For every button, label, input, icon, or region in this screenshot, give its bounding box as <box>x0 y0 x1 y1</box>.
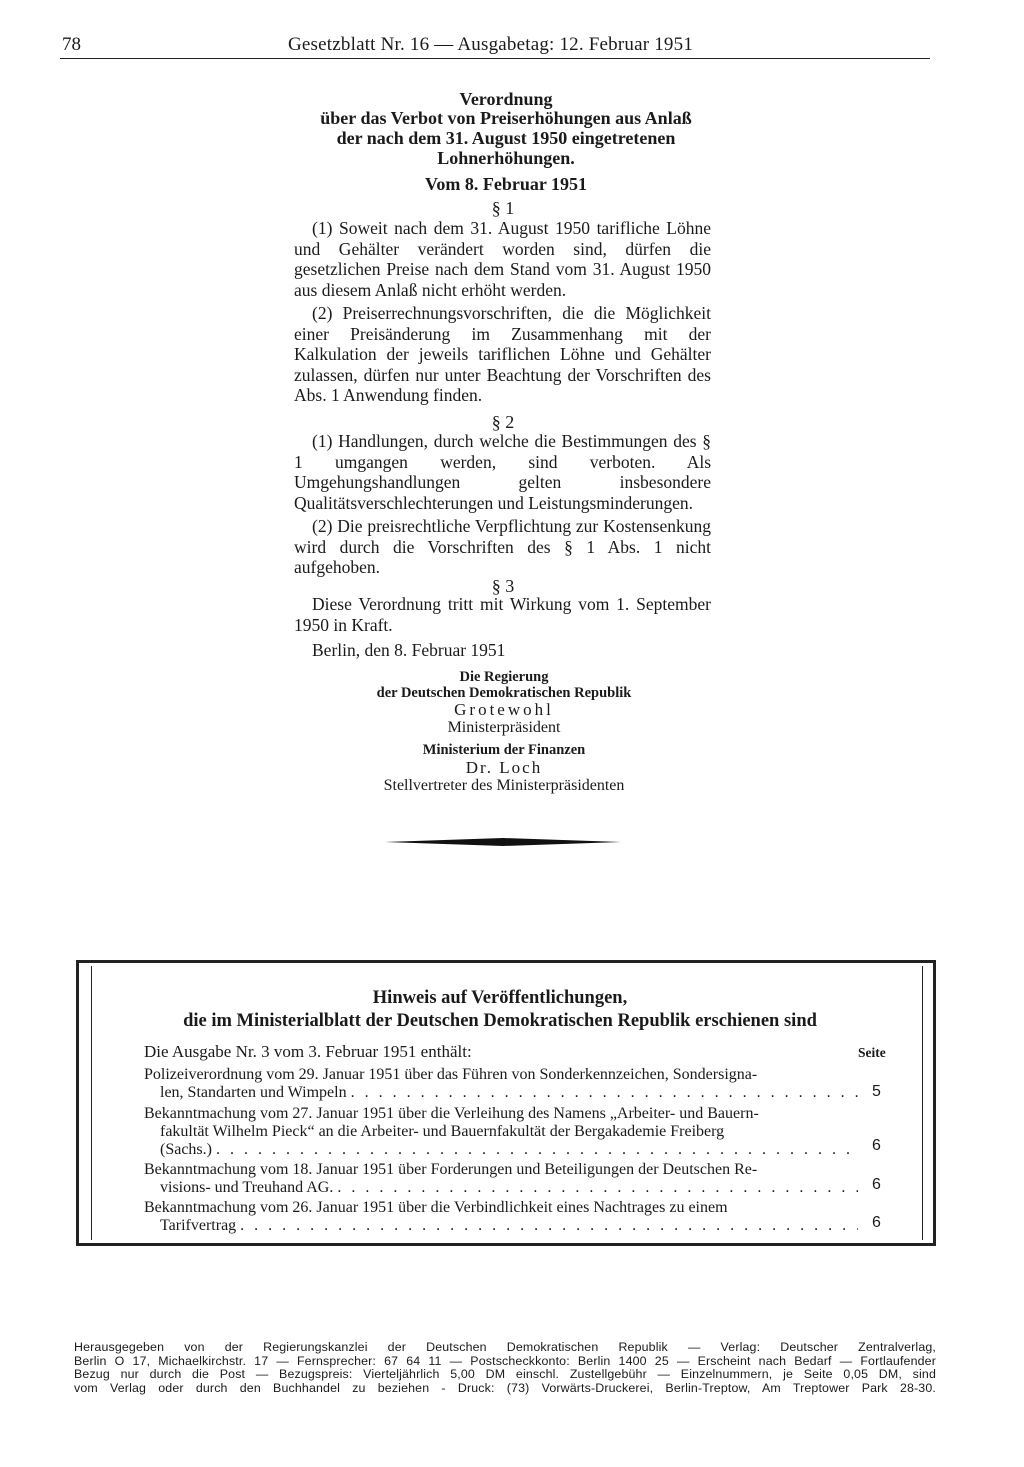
paragraph-text: (2) Die preisrechtliche Verpflichtung zur Kostensenkung wird durch die Vorschriften des § 1 Abs. 1 nicht aufgehoben. <box>294 516 711 578</box>
imprint <box>74 1341 936 1395</box>
entry-page-number: 5 <box>872 1083 881 1100</box>
dot-leader <box>351 1084 858 1102</box>
dot-leader <box>337 1179 858 1197</box>
entry-line: Bekanntmachung vom 18. Januar 1951 über Forderungen und Beteiligungen der Deutschen Re- <box>144 1161 758 1178</box>
section-heading: § 2 <box>491 412 515 432</box>
paragraph-text: (2) Preiserrechnungsvorschriften, die die Möglichkeit einer Preisänderung im Zusammenhang mit der Kalkulation der jeweils tariflichen Löhne und Gehälter zulassen, dürfen nur unter Beachtung der Vorschriften des Abs. 1 Anwendung finden. <box>294 303 711 406</box>
imprint-line: Bezug nur durch die Post — Bezugspreis: Vierteljährlich 5,00 DM einschl. Zustellgebühr — Einzelnummern, je Seite 0,05 DM, sind <box>74 1367 936 1382</box>
signatory-name: Dr. Loch <box>465 758 543 777</box>
signature-ministry: Ministerium der Finanzen <box>422 742 586 758</box>
paragraph <box>294 594 711 635</box>
entry-page-number: 6 <box>872 1176 881 1193</box>
section-heading: § 1 <box>491 198 515 218</box>
running-head: Gesetzblatt Nr. 16 — Ausgabetag: 12. Februar 1951 <box>288 34 694 55</box>
signatory-role: Stellvertreter des Ministerpräsidenten <box>383 777 625 794</box>
decree-title-line: Lohnerhöhungen. <box>437 148 575 168</box>
entry-line <box>144 1179 858 1197</box>
signature-government: der Deutschen Demokratischen Republik <box>376 685 632 701</box>
issue-intro: Die Ausgabe Nr. 3 vom 3. Februar 1951 enthält: <box>144 1042 472 1061</box>
decree-title-line: der nach dem 31. August 1950 eingetretenen <box>336 128 676 148</box>
signatory-role: Ministerpräsident <box>447 719 561 736</box>
imprint-line: Berlin O 17, Michaelkirchstr. 17 — Fernsprecher: 67 64 11 — Postscheckkonto: Berlin 1400 25 — Erscheint nach Bedarf — Fortlaufender <box>74 1353 936 1368</box>
decree-title-line: über das Verbot von Preiserhöhungen aus Anlaß <box>320 108 692 128</box>
paragraph <box>294 303 711 406</box>
contents-entry <box>144 1066 858 1102</box>
contents-entry <box>144 1105 858 1159</box>
paragraph <box>294 516 711 578</box>
section-heading: § 3 <box>491 576 515 596</box>
entry-line: fakultät Wilhelm Pieck“ an die Arbeiter- und Bauernfakultät der Bergakademie Freiberg <box>160 1123 725 1140</box>
signatory-name: Grotewohl <box>454 700 554 719</box>
entry-line <box>144 1217 858 1235</box>
entry-line: Bekanntmachung vom 27. Januar 1951 über die Verleihung des Namens „Arbeiter- und Bauern- <box>144 1105 759 1122</box>
paragraph-text: Diese Verordnung tritt mit Wirkung vom 1. September 1950 in Kraft. <box>294 594 711 635</box>
decree-title-line: Verordnung <box>459 89 553 109</box>
paragraph <box>294 431 711 513</box>
entry-line: Bekanntmachung vom 26. Januar 1951 über die Verbindlichkeit eines Nachtrages zu einem <box>144 1199 728 1216</box>
dot-leader <box>216 1141 858 1159</box>
place-date: Berlin, den 8. Februar 1951 <box>312 640 506 660</box>
contents-entry <box>144 1199 858 1235</box>
contents-entry <box>144 1161 858 1197</box>
notice-heading: Hinweis auf Veröffentlichungen, <box>372 988 628 1008</box>
imprint-line: Herausgegeben von der Regierungskanzlei der Deutschen Demokratischen Republik — Verlag: Deutscher Zentralverlag, <box>74 1340 936 1354</box>
decree-date: Vom 8. Februar 1951 <box>425 174 587 194</box>
header-rule <box>60 58 930 59</box>
entry-page-number: 6 <box>872 1214 881 1231</box>
imprint-line: vom Verlag oder durch den Buchhandel zu beziehen - Druck: (73) Vorwärts-Druckerei, Berlin-Treptow, Am Treptower Park 28-30. <box>74 1380 936 1395</box>
paragraph-text: (1) Soweit nach dem 31. August 1950 tarifliche Löhne und Gehälter verändert worden sind, dürfen die gesetzlichen Preise nach dem Stand vom 31. August 1950 aus diesem Anlaß nicht erhöht werden. <box>294 218 711 300</box>
notice-heading: die im Ministerialblatt der Deutschen Demokratischen Republik erschienen sind <box>183 1011 817 1031</box>
entry-line: Polizeiverordnung vom 29. Januar 1951 über das Führen von Sonderkennzeichen, Sondersigna- <box>144 1066 758 1083</box>
section-divider <box>385 837 621 847</box>
paragraph-text: (1) Handlungen, durch welche die Bestimmungen des § 1 umgangen werden, sind verboten. Als Umgehungshandlungen gelten insbesondere Qualitätsverschlechterungen und Leistungsminderungen. <box>294 431 711 513</box>
dot-leader <box>240 1217 858 1235</box>
entry-line-text: len, Standarten und Wimpeln <box>160 1084 347 1101</box>
entry-line-text: Tarifvertrag <box>160 1217 237 1234</box>
page-number: 78 <box>62 34 81 55</box>
page-column-label: Seite <box>858 1045 886 1060</box>
entry-line <box>144 1084 858 1102</box>
entry-page-number: 6 <box>872 1137 881 1154</box>
signature-government: Die Regierung <box>459 669 549 685</box>
paragraph <box>294 218 711 300</box>
entry-line-text: (Sachs.) <box>160 1141 212 1158</box>
entry-line-text: visions- und Treuhand AG. <box>160 1179 334 1196</box>
entry-line <box>144 1141 858 1159</box>
